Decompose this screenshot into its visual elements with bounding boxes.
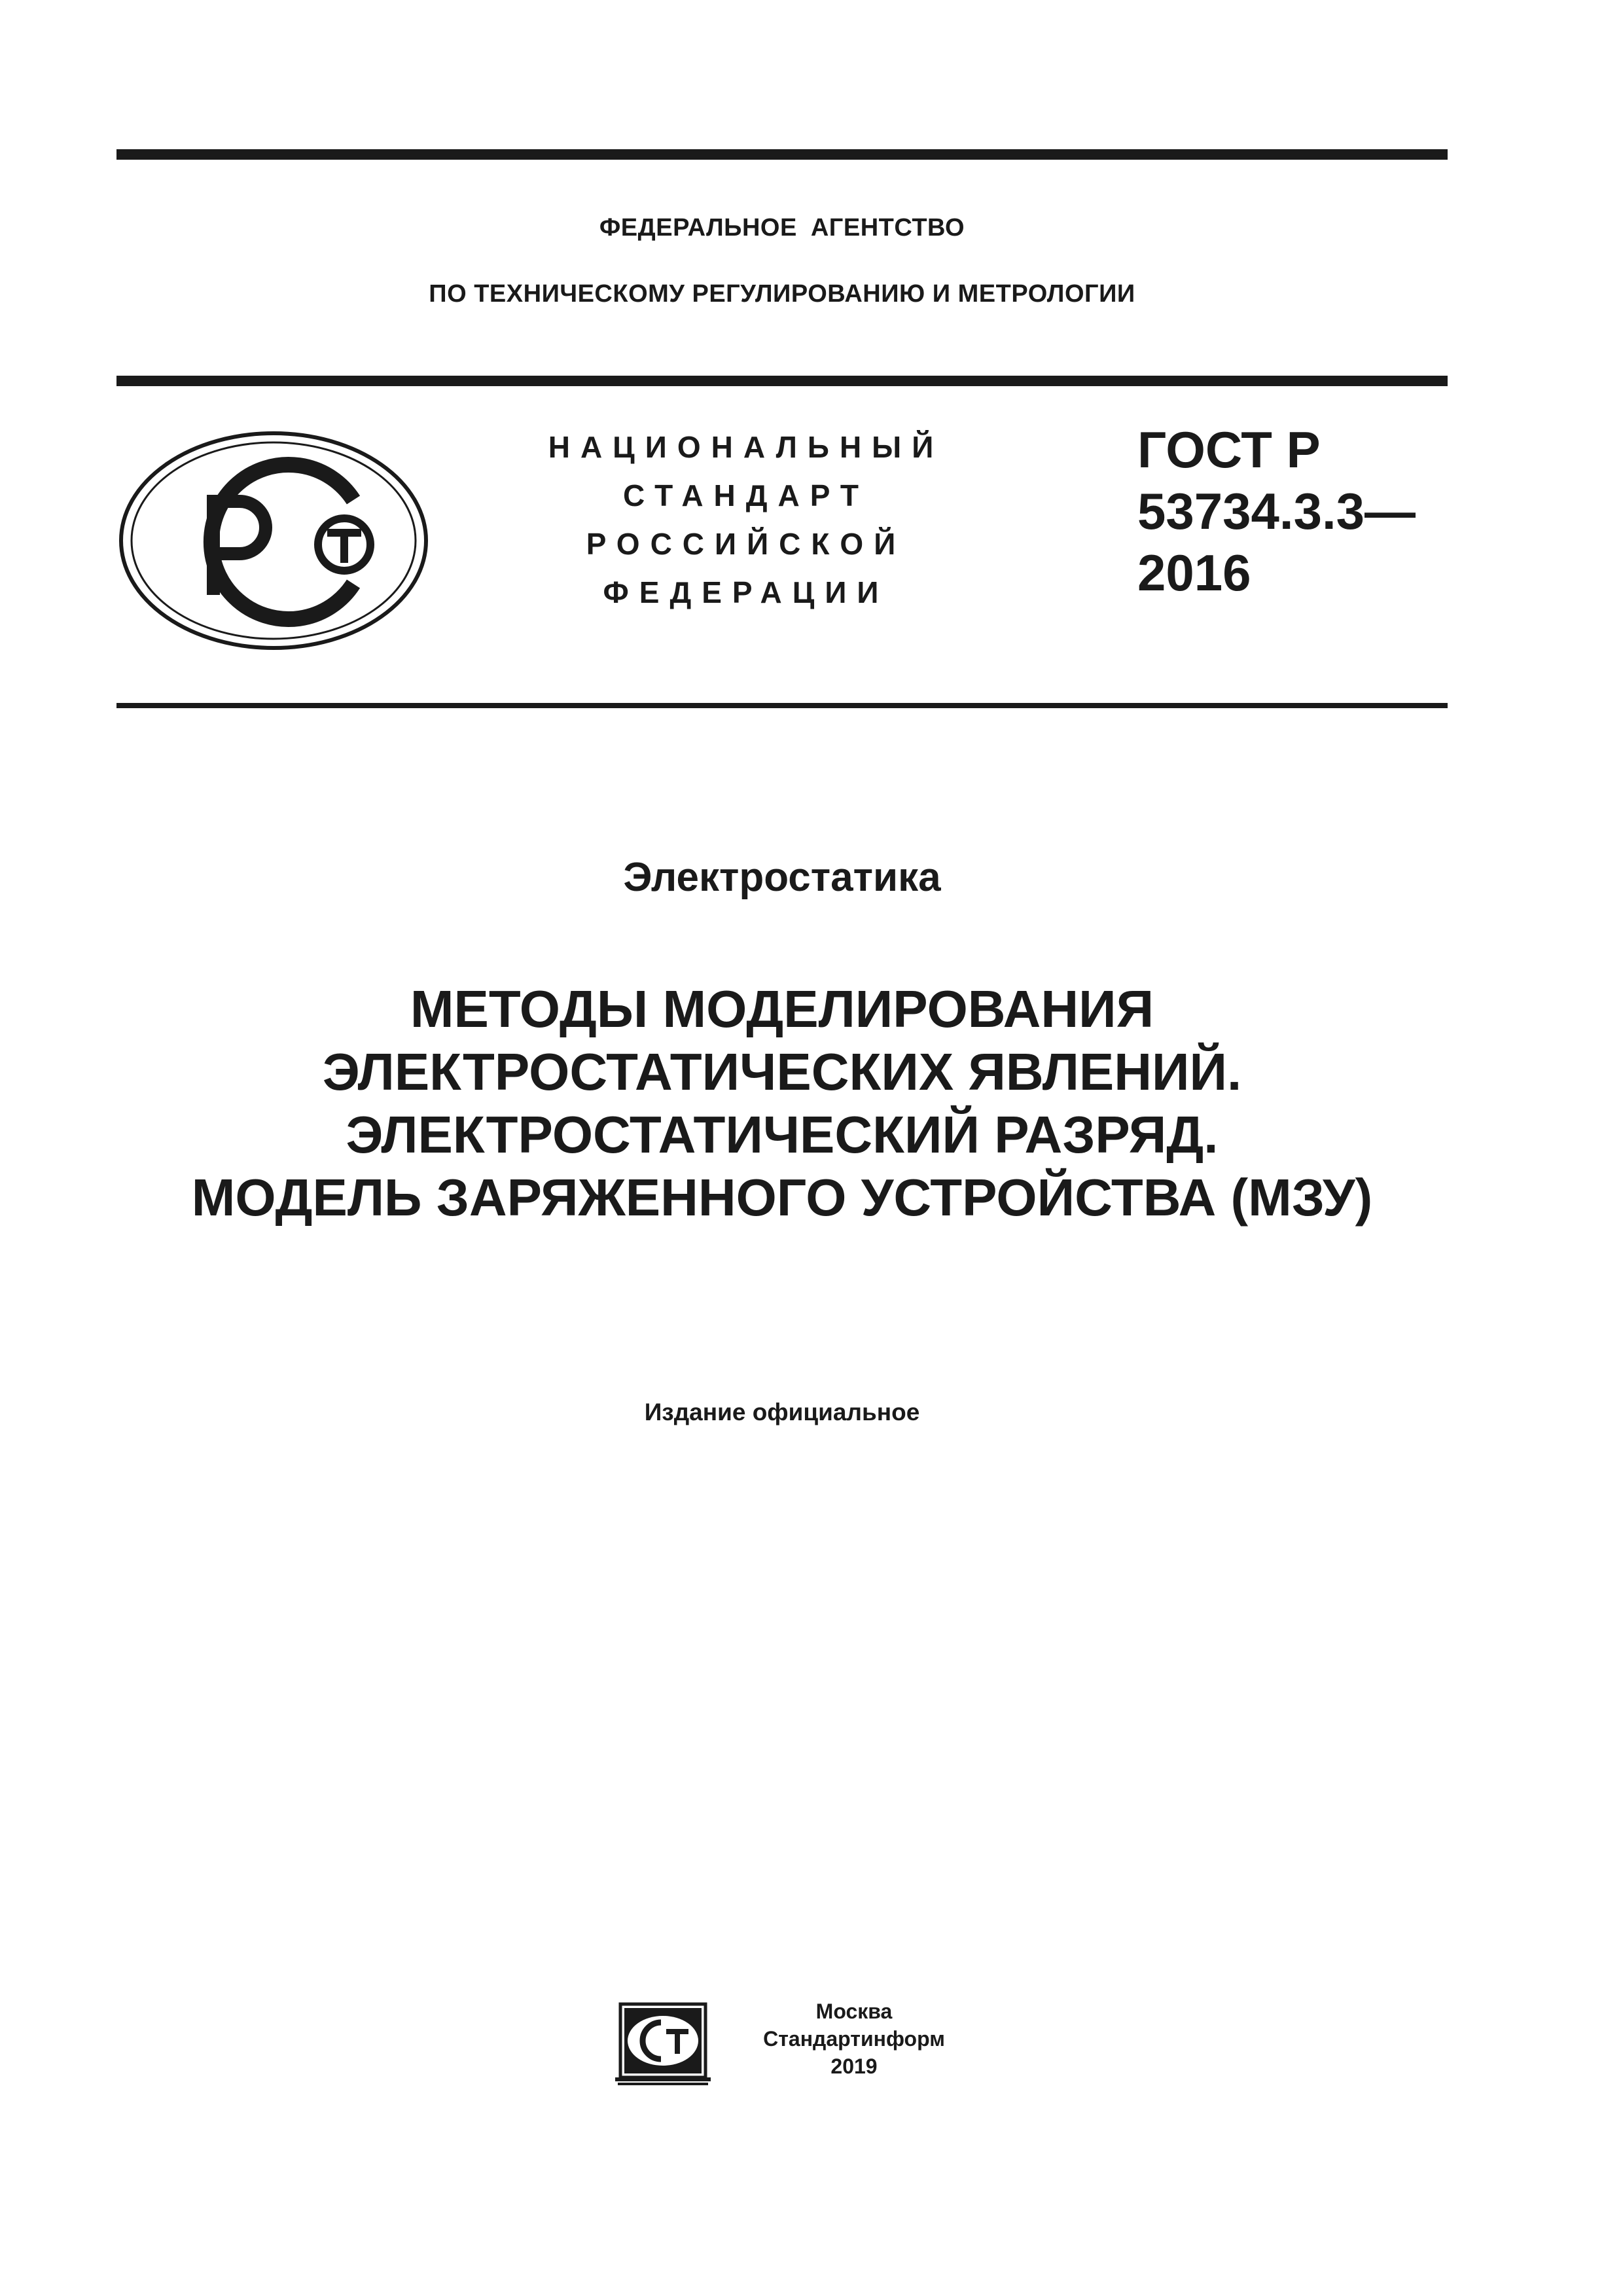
standard-designation <box>1137 419 1416 603</box>
title-line: МЕТОДЫ МОДЕЛИРОВАНИЯ <box>410 980 1154 1038</box>
agency-name-line1: ФЕДЕРАЛЬНОЕ АГЕНТСТВО <box>599 214 965 242</box>
standard-type-block <box>504 423 988 617</box>
standard-type-line: ФЕДЕРАЦИИ <box>603 575 889 609</box>
title-line: МОДЕЛЬ ЗАРЯЖЕННОГО УСТРОЙСТВА (МЗУ) <box>191 1168 1373 1227</box>
middle-rule <box>116 376 1448 386</box>
designation-line: 53734.3.3— <box>1137 482 1416 540</box>
gost-r-emblem-icon <box>116 428 431 654</box>
designation-line: 2016 <box>1137 544 1251 601</box>
subject-heading: Электростатика <box>623 855 941 900</box>
publisher-name: Стандартинформ <box>763 2027 945 2051</box>
bottom-rule <box>116 703 1448 708</box>
edition-label: Издание официальное <box>644 1399 920 1426</box>
publisher-year: 2019 <box>830 2054 878 2078</box>
designation-line: ГОСТ Р <box>1137 421 1321 478</box>
document-title <box>116 978 1448 1229</box>
publisher-imprint <box>707 1998 1001 2080</box>
publisher-city: Москва <box>815 2000 893 2023</box>
standartinform-logo-icon <box>615 2001 711 2089</box>
standard-type-line: РОССИЙСКОЙ <box>586 527 906 561</box>
standard-type-line: НАЦИОНАЛЬНЫЙ <box>548 430 944 464</box>
title-line: ЭЛЕКТРОСТАТИЧЕСКИХ ЯВЛЕНИЙ. <box>322 1043 1242 1101</box>
agency-name-line2: ПО ТЕХНИЧЕСКОМУ РЕГУЛИРОВАНИЮ И МЕТРОЛОГИИ <box>429 280 1135 308</box>
standard-type-line: СТАНДАРТ <box>623 478 869 512</box>
title-line: ЭЛЕКТРОСТАТИЧЕСКИЙ РАЗРЯД. <box>346 1105 1219 1164</box>
top-rule <box>116 149 1448 160</box>
